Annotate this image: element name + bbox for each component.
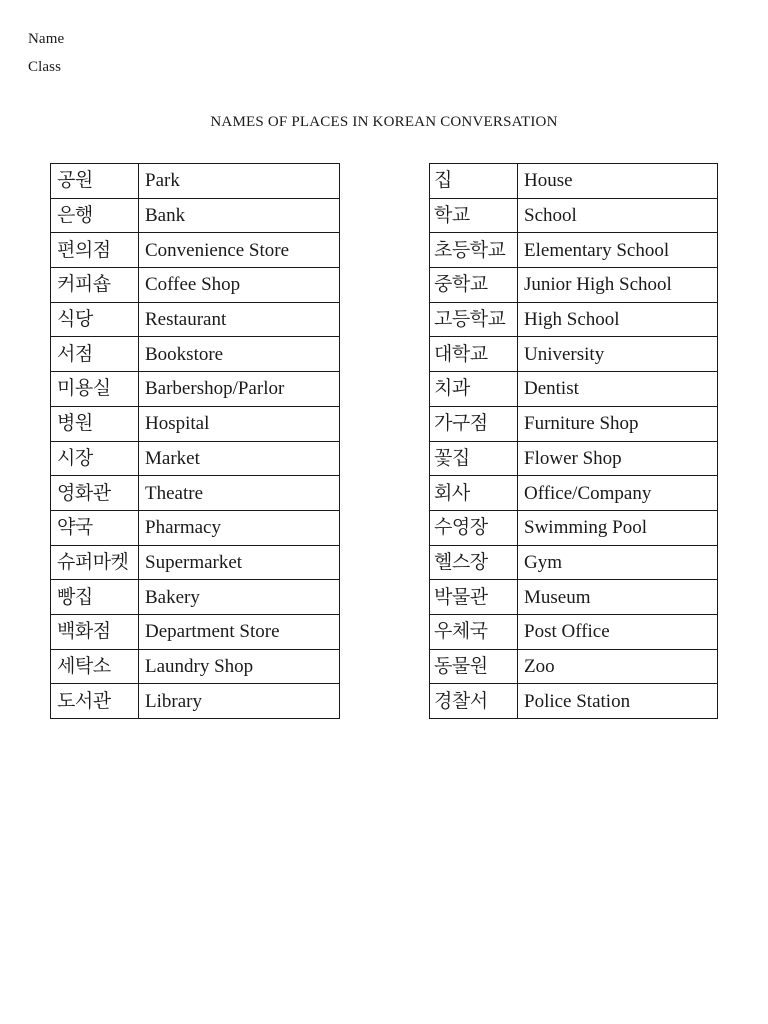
korean-term-cell: 회사 — [430, 476, 518, 511]
english-term-cell: Library — [139, 684, 340, 719]
right-table-body — [430, 164, 718, 719]
table-row — [51, 545, 340, 580]
table-row — [51, 684, 340, 719]
table-row — [430, 233, 718, 268]
english-term-cell: School — [518, 198, 718, 233]
korean-term-cell: 중학교 — [430, 268, 518, 303]
english-term-cell: Restaurant — [139, 302, 340, 337]
name-label: Name — [28, 31, 65, 47]
table-row — [430, 476, 718, 511]
korean-term-cell: 백화점 — [51, 614, 139, 649]
korean-term-cell: 편의점 — [51, 233, 139, 268]
table-row — [430, 302, 718, 337]
table-row — [430, 337, 718, 372]
english-term-cell: Bookstore — [139, 337, 340, 372]
left-vocab-table — [50, 163, 340, 719]
korean-term-cell: 우체국 — [430, 614, 518, 649]
table-row — [430, 684, 718, 719]
table-row — [51, 580, 340, 615]
korean-term-cell: 집 — [430, 164, 518, 199]
english-term-cell: Park — [139, 164, 340, 199]
table-row — [430, 372, 718, 407]
korean-term-cell: 공원 — [51, 164, 139, 199]
table-row — [430, 545, 718, 580]
korean-term-cell: 대학교 — [430, 337, 518, 372]
english-term-cell: House — [518, 164, 718, 199]
table-row — [51, 268, 340, 303]
korean-term-cell: 가구점 — [430, 406, 518, 441]
table-row — [51, 198, 340, 233]
korean-term-cell: 약국 — [51, 510, 139, 545]
page-title: NAMES OF PLACES IN KOREAN CONVERSATION — [210, 114, 558, 130]
korean-term-cell: 슈퍼마켓 — [51, 545, 139, 580]
korean-term-cell: 학교 — [430, 198, 518, 233]
english-term-cell: University — [518, 337, 718, 372]
korean-term-cell: 고등학교 — [430, 302, 518, 337]
table-row — [51, 302, 340, 337]
english-term-cell: Swimming Pool — [518, 510, 718, 545]
english-term-cell: Post Office — [518, 614, 718, 649]
table-row — [430, 164, 718, 199]
korean-term-cell: 식당 — [51, 302, 139, 337]
english-term-cell: Bakery — [139, 580, 340, 615]
table-row — [430, 406, 718, 441]
english-term-cell: Gym — [518, 545, 718, 580]
english-term-cell: Department Store — [139, 614, 340, 649]
english-term-cell: Bank — [139, 198, 340, 233]
korean-term-cell: 헬스장 — [430, 545, 518, 580]
korean-term-cell: 병원 — [51, 406, 139, 441]
table-row — [51, 614, 340, 649]
english-term-cell: Dentist — [518, 372, 718, 407]
english-term-cell: Flower Shop — [518, 441, 718, 476]
class-label: Class — [28, 59, 62, 75]
korean-term-cell: 영화관 — [51, 476, 139, 511]
english-term-cell: Convenience Store — [139, 233, 340, 268]
english-term-cell: Laundry Shop — [139, 649, 340, 684]
right-vocab-table — [429, 163, 718, 719]
english-term-cell: Market — [139, 441, 340, 476]
korean-term-cell: 서점 — [51, 337, 139, 372]
korean-term-cell: 시장 — [51, 441, 139, 476]
korean-term-cell: 치과 — [430, 372, 518, 407]
korean-term-cell: 커피숍 — [51, 268, 139, 303]
korean-term-cell: 경찰서 — [430, 684, 518, 719]
english-term-cell: Barbershop/Parlor — [139, 372, 340, 407]
korean-term-cell: 미용실 — [51, 372, 139, 407]
korean-term-cell: 세탁소 — [51, 649, 139, 684]
table-row — [51, 510, 340, 545]
english-term-cell: Police Station — [518, 684, 718, 719]
english-term-cell: Junior High School — [518, 268, 718, 303]
table-row — [430, 268, 718, 303]
english-term-cell: High School — [518, 302, 718, 337]
table-row — [51, 164, 340, 199]
english-term-cell: Furniture Shop — [518, 406, 718, 441]
korean-term-cell: 박물관 — [430, 580, 518, 615]
english-term-cell: Zoo — [518, 649, 718, 684]
table-row — [430, 649, 718, 684]
english-term-cell: Coffee Shop — [139, 268, 340, 303]
english-term-cell: Supermarket — [139, 545, 340, 580]
table-row — [430, 580, 718, 615]
korean-term-cell: 빵집 — [51, 580, 139, 615]
table-row — [51, 233, 340, 268]
korean-term-cell: 은행 — [51, 198, 139, 233]
table-row — [51, 406, 340, 441]
english-term-cell: Theatre — [139, 476, 340, 511]
english-term-cell: Elementary School — [518, 233, 718, 268]
korean-term-cell: 꽃집 — [430, 441, 518, 476]
table-row — [430, 441, 718, 476]
english-term-cell: Pharmacy — [139, 510, 340, 545]
left-table-body — [51, 164, 340, 719]
table-row — [51, 372, 340, 407]
english-term-cell: Hospital — [139, 406, 340, 441]
table-row — [51, 476, 340, 511]
table-row — [51, 337, 340, 372]
table-row — [430, 614, 718, 649]
english-term-cell: Office/Company — [518, 476, 718, 511]
korean-term-cell: 초등학교 — [430, 233, 518, 268]
korean-term-cell: 수영장 — [430, 510, 518, 545]
table-row — [51, 441, 340, 476]
table-row — [430, 510, 718, 545]
table-row — [430, 198, 718, 233]
korean-term-cell: 도서관 — [51, 684, 139, 719]
table-row — [51, 649, 340, 684]
english-term-cell: Museum — [518, 580, 718, 615]
korean-term-cell: 동물원 — [430, 649, 518, 684]
